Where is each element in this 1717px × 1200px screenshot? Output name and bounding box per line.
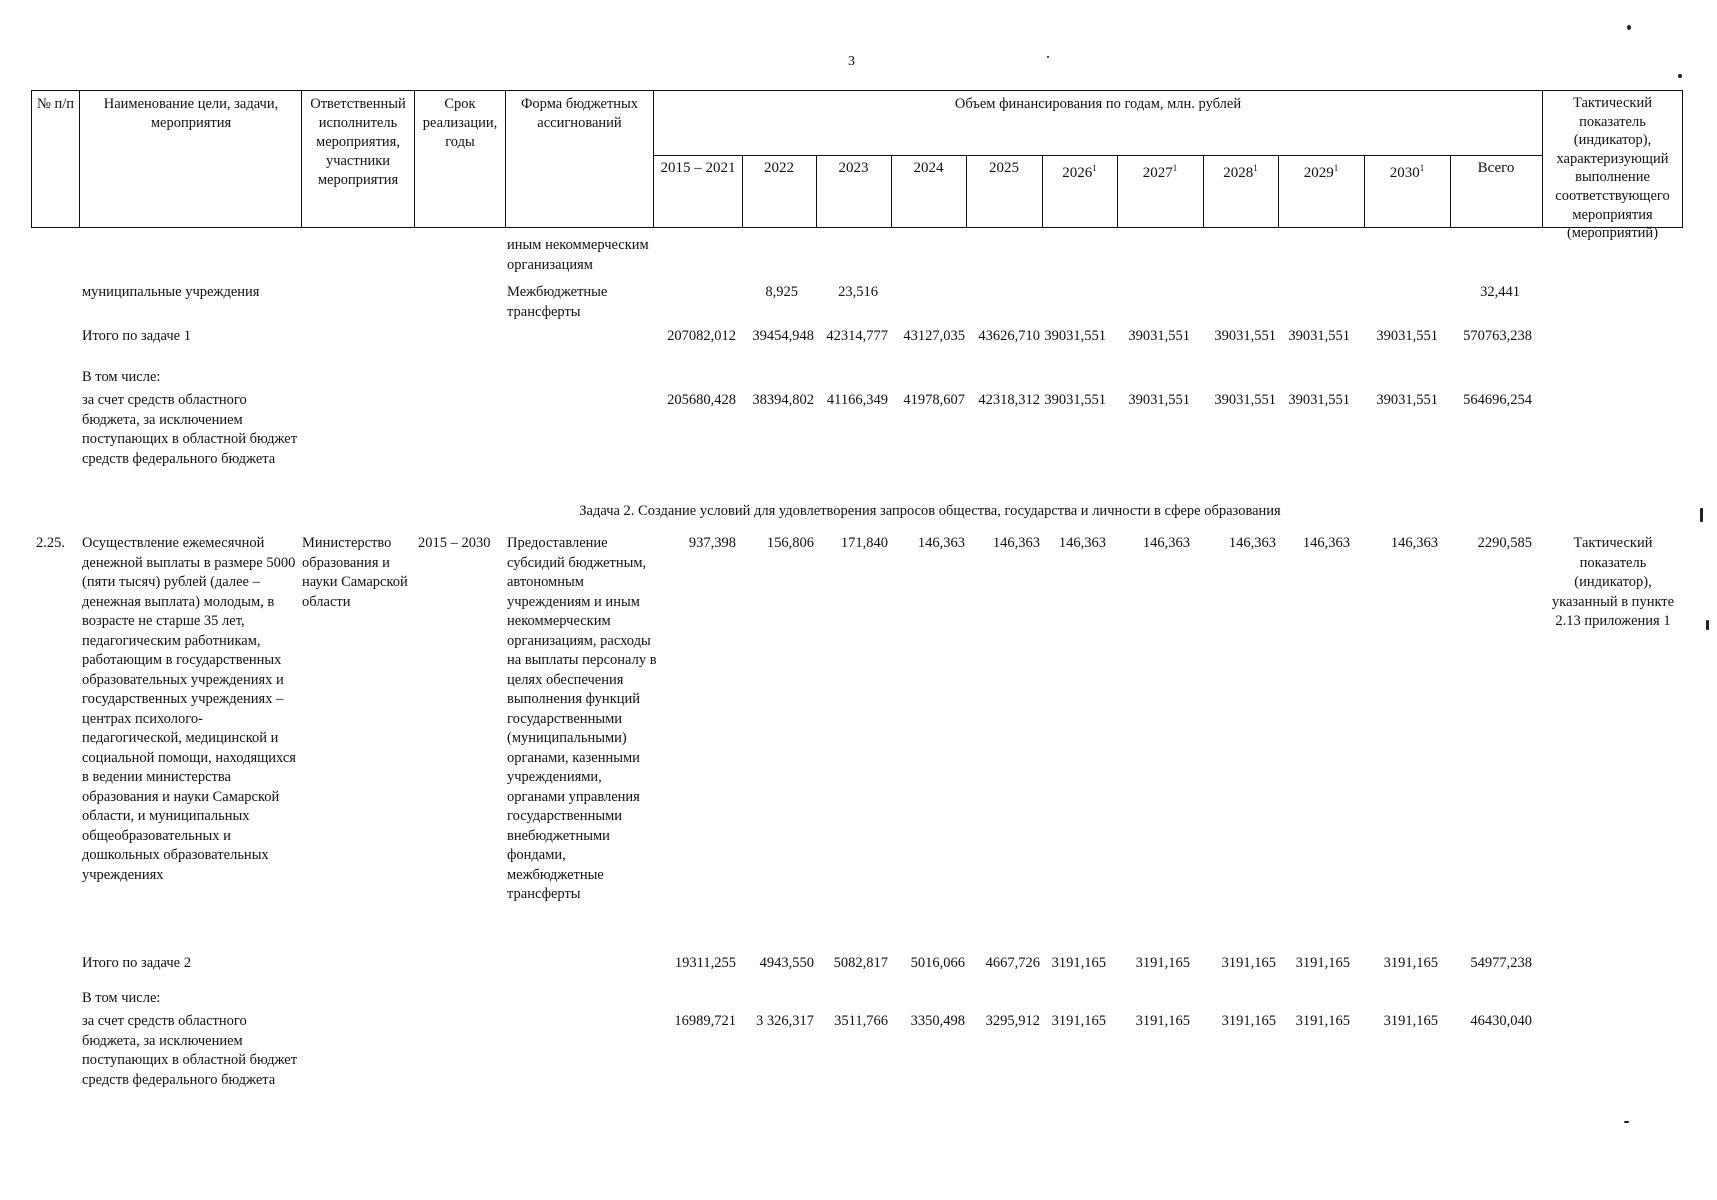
header-num: № п/п (36, 96, 74, 112)
value-cell: 39031,551 (1128, 392, 1190, 408)
form-cell: Предоставление субсидий бюджетным, автономным учреждениям и иным некоммерческим организациям, расходы на выплаты персоналу в целях обеспечения выполнения функций государственными (муниципальными) органами, казенными учреждениями, органами управления государственными внебюджетными фондами, межбюджетные трансферты (507, 535, 657, 902)
value-cell: 39031,551 (1044, 328, 1106, 344)
header-year: 2024 (913, 160, 944, 176)
header-year: 2022 (764, 160, 794, 176)
header-indicator: Тактический показатель (индикатор), характеризующий выполнение соответствующего мероприятия (мероприятий) (1555, 95, 1670, 242)
indicator-cell: Тактический показатель (индикатор), указанный в пункте 2.13 приложения 1 (1551, 535, 1675, 629)
value-cell: 3 326,317 (756, 1013, 814, 1029)
term-cell: 2015 – 2030 (418, 535, 491, 551)
value-cell: 2290,585 (1477, 535, 1532, 551)
header-term: Срок реализации, годы (422, 96, 498, 150)
value-cell: 41978,607 (903, 392, 965, 408)
row-name: Итого по задаче 2 (82, 955, 191, 971)
value-cell: 146,363 (1302, 535, 1350, 551)
value-cell: 937,398 (688, 535, 736, 551)
value-cell: 5082,817 (833, 955, 888, 971)
value-cell: 54977,238 (1470, 955, 1532, 971)
header-year: 2027$^1$ (1142, 163, 1178, 181)
value-cell: 146,363 (1142, 535, 1190, 551)
row-name: Итого по задаче 1 (82, 328, 191, 344)
responsible-cell: Министерство образования и науки Самарской области (302, 535, 408, 610)
header-name: Наименование цели, задачи, мероприятия (103, 96, 279, 131)
value-cell: 41166,349 (826, 392, 888, 408)
value-cell: 3295,912 (985, 1013, 1040, 1029)
value-cell: 3191,165 (1383, 955, 1438, 971)
value-cell: 146,363 (1058, 535, 1106, 551)
row-number: 2.25. (36, 535, 65, 551)
value-cell: 19311,255 (674, 955, 736, 971)
value-cell: 39031,551 (1214, 328, 1276, 344)
value-cell: 3191,165 (1135, 1013, 1190, 1029)
value-cell: 3191,165 (1135, 955, 1190, 971)
value-cell: 171,840 (840, 535, 888, 551)
value-cell: 205680,428 (667, 392, 736, 408)
task-title: Задача 2. Создание условий для удовлетворения запросов общества, государства и личности в сфере образования (579, 503, 1281, 519)
value-cell: 207082,012 (667, 328, 736, 344)
header-year: 2030$^1$ (1389, 163, 1425, 181)
value-cell: 42318,312 (978, 392, 1040, 408)
row-name: муниципальные учреждения (82, 284, 260, 300)
value-cell: 156,806 (766, 535, 814, 551)
value-cell: 4943,550 (759, 955, 814, 971)
form-cell: иным некоммерческим организациям (507, 237, 649, 273)
value-cell: 39031,551 (1128, 328, 1190, 344)
row-name: Осуществление ежемесячной денежной выплаты в размере 5000 (пяти тысяч) рублей (далее – денежная выплата) молодым, в возрасте не старше 35 лет, педагогическим работникам, работающим в государственных образовательных учреждениях и государственных учреждениях – центрах психолого-педагогической, медицинской и социальной помощи, находящихся в ведении министерства образования и науки Самарской области, и муниципальных общеобразовательных и дошкольных образовательных учреждениях (82, 535, 296, 883)
value-cell: 39031,551 (1376, 392, 1438, 408)
value-cell: 146,363 (1228, 535, 1276, 551)
value-cell: 146,363 (992, 535, 1040, 551)
value-cell: 3191,165 (1051, 955, 1106, 971)
value-cell: 5016,066 (910, 955, 965, 971)
header-responsible: Ответственный исполнитель мероприятия, участники мероприятия (310, 96, 406, 188)
value-cell: 3191,165 (1221, 1013, 1276, 1029)
value-cell: 43626,710 (978, 328, 1040, 344)
header-year: Всего (1477, 160, 1515, 176)
value-cell: 3511,766 (834, 1013, 888, 1029)
row-name: за счет средств областного бюджета, за исключением поступающих в областной бюджет средств федерального бюджета (82, 392, 298, 467)
value-cell: 3350,498 (910, 1013, 965, 1029)
header-form: Форма бюджетных ассигнований (520, 96, 639, 131)
value-cell: 564696,254 (1463, 392, 1532, 408)
value-cell: 39031,551 (1376, 328, 1438, 344)
value-cell: 32,441 (1480, 284, 1520, 300)
header-year: 2029$^1$ (1303, 163, 1339, 181)
value-cell: 39031,551 (1044, 392, 1106, 408)
row-name: В том числе: (82, 369, 161, 385)
form-cell: Межбюджетные трансферты (507, 284, 608, 320)
row-name: В том числе: (82, 990, 161, 1006)
value-cell: 3191,165 (1295, 955, 1350, 971)
value-cell: 39031,551 (1214, 392, 1276, 408)
value-cell: 46430,040 (1470, 1013, 1532, 1029)
header-year: 2025 (989, 160, 1019, 176)
value-cell: 3191,165 (1051, 1013, 1106, 1029)
value-cell: 43127,035 (903, 328, 965, 344)
value-cell: 39031,551 (1288, 392, 1350, 408)
value-cell: 3191,165 (1221, 955, 1276, 971)
value-cell: 146,363 (917, 535, 965, 551)
value-cell: 39454,948 (752, 328, 814, 344)
value-cell: 4667,726 (985, 955, 1040, 971)
page-number: 3 (848, 54, 855, 69)
value-cell: 23,516 (838, 284, 878, 300)
value-cell: 570763,238 (1463, 328, 1532, 344)
header-year: 2015 – 2021 (660, 160, 736, 176)
value-cell: 16989,721 (674, 1013, 736, 1029)
value-cell: 39031,551 (1288, 328, 1350, 344)
value-cell: 8,925 (765, 284, 798, 300)
header-year: 2026$^1$ (1062, 163, 1097, 181)
value-cell: 38394,802 (752, 392, 814, 408)
header-year: 2028$^1$ (1223, 163, 1258, 181)
row-name: за счет средств областного бюджета, за исключением поступающих в областной бюджет средств федерального бюджета (82, 1013, 298, 1088)
value-cell: 146,363 (1390, 535, 1438, 551)
value-cell: 3191,165 (1295, 1013, 1350, 1029)
header-year: 2023 (838, 160, 869, 176)
value-cell: 3191,165 (1383, 1013, 1438, 1029)
header-funding: Объем финансирования по годам, млн. рублей (954, 96, 1242, 112)
value-cell: 42314,777 (826, 328, 888, 344)
